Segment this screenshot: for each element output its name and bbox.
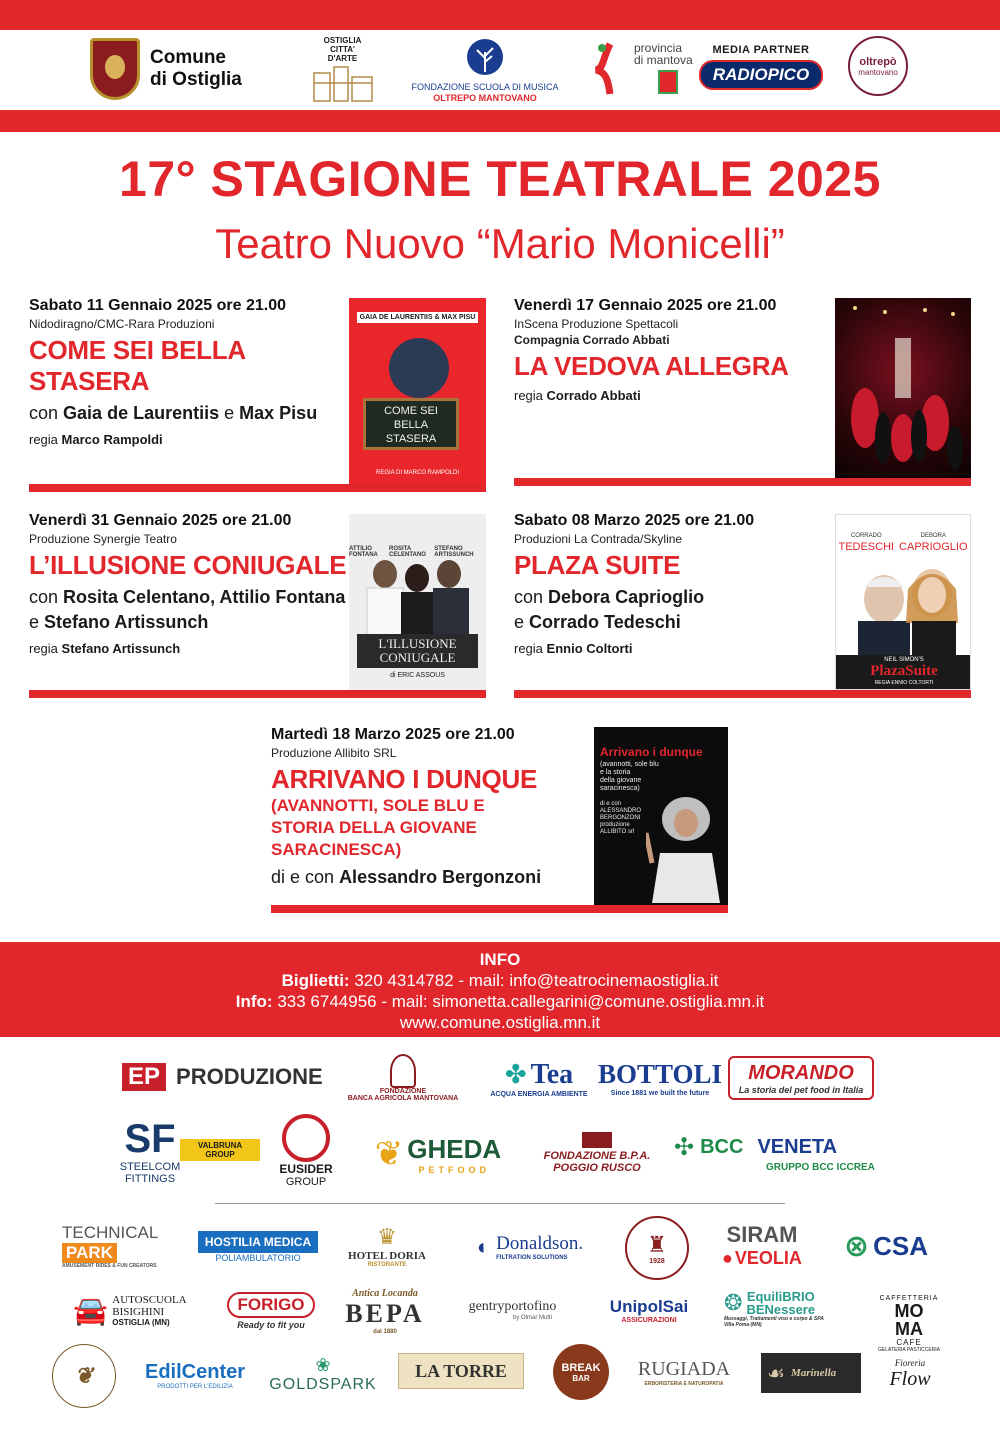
show-title: PLAZA SUITE [514,550,681,580]
la-torre-logo: LA TORRE [398,1353,524,1389]
fondazione-bpa-logo: FONDAZIONE B.P.A. POGGIO RUSCO [532,1128,662,1178]
poster-arrivano-i-dunque: Arrivano i dunque (avannotti, sole blu e la storia della giovane saracinesca) di e con ALESSANDRO BERGONZONI produzione ALLIBITO srl [594,727,728,905]
comune-line-2: di Ostiglia [150,69,242,90]
cantina-bottle-icon: ♜ [647,1231,667,1257]
pasticceria-logo [52,1344,116,1408]
provincia-logo: provincia di mantova [592,40,693,96]
ep-produzione-logo: EP PRODUZIONE [122,1058,327,1096]
actors-photo [389,338,449,398]
show-date: Venerdì 31 Gennaio 2025 ore 21.00 [29,512,292,529]
comune-logo [90,38,242,100]
show-director: regia Ennio Coltorti [514,641,633,656]
show-cast: con Gaia de Laurentiis e Max Pisu [29,403,318,423]
valbruna-logo: VALBRUNA GROUP [180,1138,260,1162]
autoscuola-logo: 🚘 AUTOSCUOLA BISIGHINI OSTIGLIA (MN) [73,1293,187,1327]
info-line: Info: 333 6744956 - mail: simonetta.callegarini@comune.ostiglia.mn.it [235,992,765,1011]
header-logos [0,30,1000,110]
provincia-cross-icon [592,40,630,96]
poster-illusione-coniugale: ATTILIO FONTANA ROSITA CELENTANO STEFANO ARTISSUNCH L'ILLUSIONE CONIUGALE di ERIC ASSOUS [349,514,486,690]
stage-scene-image [835,298,971,478]
comune-line-1: Comune [150,47,226,68]
moma-cafe-logo: CAFFETTERIA MO MA CAFE GELATERIA PASTICCERIA [878,1295,940,1353]
forigo-logo: FORIGO Ready to fit you [222,1288,320,1334]
show-director: regia Stefano Artissunch [29,641,181,656]
media-partner-logo: MEDIA PARTNER RADIOPICO [705,44,817,90]
citta-arte-logo: OSTIGLIA CITTA' D'ARTE [305,36,380,106]
show-title: LA VEDOVA ALLEGRA [514,351,789,381]
veolia-mark-icon: ● [722,1247,733,1268]
cantina-logo: ♜ 1928 [625,1216,689,1280]
show-cast: di e con Alessandro Bergonzoni [271,867,542,887]
second-red-band [0,110,1000,132]
hostilia-medica-logo: HOSTILIA MEDICA POLIAMBULATORIO [198,1228,318,1266]
hotel-doria-logo: ♛ HOTEL DORIA RISTORANTE [348,1224,426,1268]
eusider-mark-icon [282,1114,330,1162]
goldspark-leaf-icon: ❀ [315,1354,331,1375]
vintage-car-icon: 🚘 [73,1294,109,1326]
morando-logo: MORANDO La storia del pet food in Italia [728,1056,874,1100]
hotel-crown-icon: ♛ [377,1224,397,1249]
donaldson-mark-icon: ◐ [476,1234,491,1259]
divider-rule [29,690,486,698]
show-la-vedova-allegra [514,297,834,403]
tickets-line: Biglietti: 320 4314782 - mail: info@teatrocinemaostiglia.it [281,971,719,990]
actors-photo [836,559,971,659]
marinella-silhouette-icon: ☙ [767,1362,785,1385]
chalkboard: COME SEI BELLA STASERA [363,398,459,450]
show-title: ARRIVANO I DUNQUE [271,764,537,794]
show-illusione-coniugale [29,512,359,656]
pasticceria-monogram-icon: ❦ [74,1363,94,1388]
divider-rule [29,484,486,492]
equilibrio-swirl-icon: ❂ [724,1290,743,1315]
csa-mark-icon: ⊗ [843,1229,870,1263]
fondazione-bam-logo: FONDAZIONE BANCA AGRICOLA MANTOVANA [336,1048,470,1108]
divider-rule [271,905,728,913]
divider-rule [514,690,971,698]
show-cast: con Rosita Celentano, Attilio Fontana e Stefano Artissunch [29,587,346,632]
show-company: Compagnia Corrado Abbati [514,333,670,347]
top-red-band [0,0,1000,30]
show-subtitle-line-2: STORIA DELLA GIOVANE SARACINESCA) [271,818,477,859]
ostiglia-crest-icon [90,38,140,100]
donaldson-logo: ◐ Donaldson. FILTRATION SOLUTIONS [476,1233,584,1261]
show-date: Sabato 11 Gennaio 2025 ore 21.00 [29,297,287,314]
technical-park-logo: TECHNICAL PARK AMUSEMENT RIDES & FUN CREATORS [62,1223,159,1269]
performer-photo [646,793,726,903]
show-director: regia Corrado Abbati [514,388,641,403]
show-production: InScena Produzione Spettacoli [514,317,679,331]
goldspark-logo: ❀ GOLDSPARK [269,1354,377,1393]
show-date: Sabato 08 Marzo 2025 ore 21.00 [514,512,755,529]
actors-photo [349,554,486,644]
marinella-logo: ☙ Marinella [758,1344,864,1402]
equilibrio-logo: ❂ EquiliBRIO BENessere Massaggi, Trattamenti viso e corpo & SPA Villa Poma (MN) [724,1289,824,1328]
show-subtitle-line-1: (AVANNOTTI, SOLE BLU E [271,796,485,815]
fondazione-musica-logo: FONDAZIONE SCUOLA DI MUSICA OLTREPO MANTOVANO [405,38,565,104]
dog-cat-icon: ❦ [374,1135,404,1173]
poster-la-vedova-allegra [835,298,971,478]
divider-rule [514,478,971,486]
tree-icon [465,38,505,80]
break-bar-logo: BREAK BAR [553,1344,609,1400]
fondazione-bam-emblem-icon [390,1054,416,1088]
oltrepo-logo: oltrepò mantovano [848,36,908,96]
show-come-sei-bella-stasera [29,297,349,447]
poster-come-sei-bella-stasera: GAIA DE LAURENTIIS & MAX PISU COME SEI BELLA STASERA REGIA DI MARCO RAMPOLDI [349,298,486,484]
show-cast: con Debora Caprioglio e Corrado Tedeschi [514,587,705,632]
show-title: COME SEI BELLA STASERA [29,335,245,396]
csa-logo: ⊗ CSA [843,1229,929,1263]
info-heading: INFO [479,950,521,969]
theatre-name: Teatro Nuovo “Mario Monicelli” [215,220,785,267]
unipolsai-logo: UnipolSai ASSICURAZIONI [609,1296,689,1324]
castle-icon [308,63,378,103]
steelcom-mark-icon: SF [124,1117,176,1161]
show-production: Produzioni La Contrada/Skyline [514,532,683,546]
show-plaza-suite [514,512,834,656]
fioreria-flow-logo: Fioreria Flow [889,1357,931,1390]
bepa-logo: Antica Locanda BEPA dal 1880 [345,1287,425,1335]
gheda-logo: ❦ GHEDA PETFOOD [374,1133,502,1175]
siram-veolia-logo: SIRAM ● VEOLIA [722,1221,802,1268]
tea-logo: ✤ Tea ACQUA ENERGIA AMBIENTE [490,1058,588,1098]
bcc-mark-icon: ✣ [674,1134,695,1161]
bottoli-logo: BOTTOLI Since 1881 we built the future [597,1059,723,1097]
show-production: Produzione Synergie Teatro [29,532,177,546]
tea-leaf-icon: ✤ [504,1059,527,1089]
radio-pico-logo: RADIOPICO [699,60,823,90]
season-title: 17° STAGIONE TEATRALE 2025 [119,151,881,207]
show-production: Produzione Allibito SRL [271,746,397,760]
show-arrivano-i-dunque [271,726,601,890]
poster-plaza-suite: CORRADO TEDESCHI DEBORA CAPRIOGLIO NEIL SIMON'S PlazaSuite REGIA ENNIO COLTORTI [835,514,971,690]
bcc-veneta-logo: ✣ BCC VENETA GRUPPO BCC ICCREA [674,1134,875,1173]
steelcom-logo: SF STEELCOM FITTINGS [119,1117,181,1185]
sponsor-divider [215,1203,785,1204]
show-director: regia Marco Rampoldi [29,432,163,447]
eusider-logo: EUSIDER GROUP [274,1110,338,1192]
gentry-portofino-logo: gentryportofino by Olmar Mutti [468,1299,557,1321]
info-band [0,942,1000,1037]
show-date: Venerdì 17 Gennaio 2025 ore 21.00 [514,297,777,314]
show-production: Nidodiragno/CMC-Rara Produzioni [29,317,215,331]
rugiada-logo: RUGIADA ERBORISTERIA E NATUROPATIA [637,1357,731,1387]
website-link[interactable]: www.comune.ostiglia.mn.it [399,1013,601,1032]
edilcenter-logo: EdilCenter PRODOTTI PER L'EDILIZIA [144,1360,246,1390]
bpa-crest-icon [582,1132,612,1148]
show-date: Martedì 18 Marzo 2025 ore 21.00 [271,726,515,743]
show-title: L’ILLUSIONE CONIUGALE [29,550,347,580]
provincia-shield-icon [658,70,678,94]
